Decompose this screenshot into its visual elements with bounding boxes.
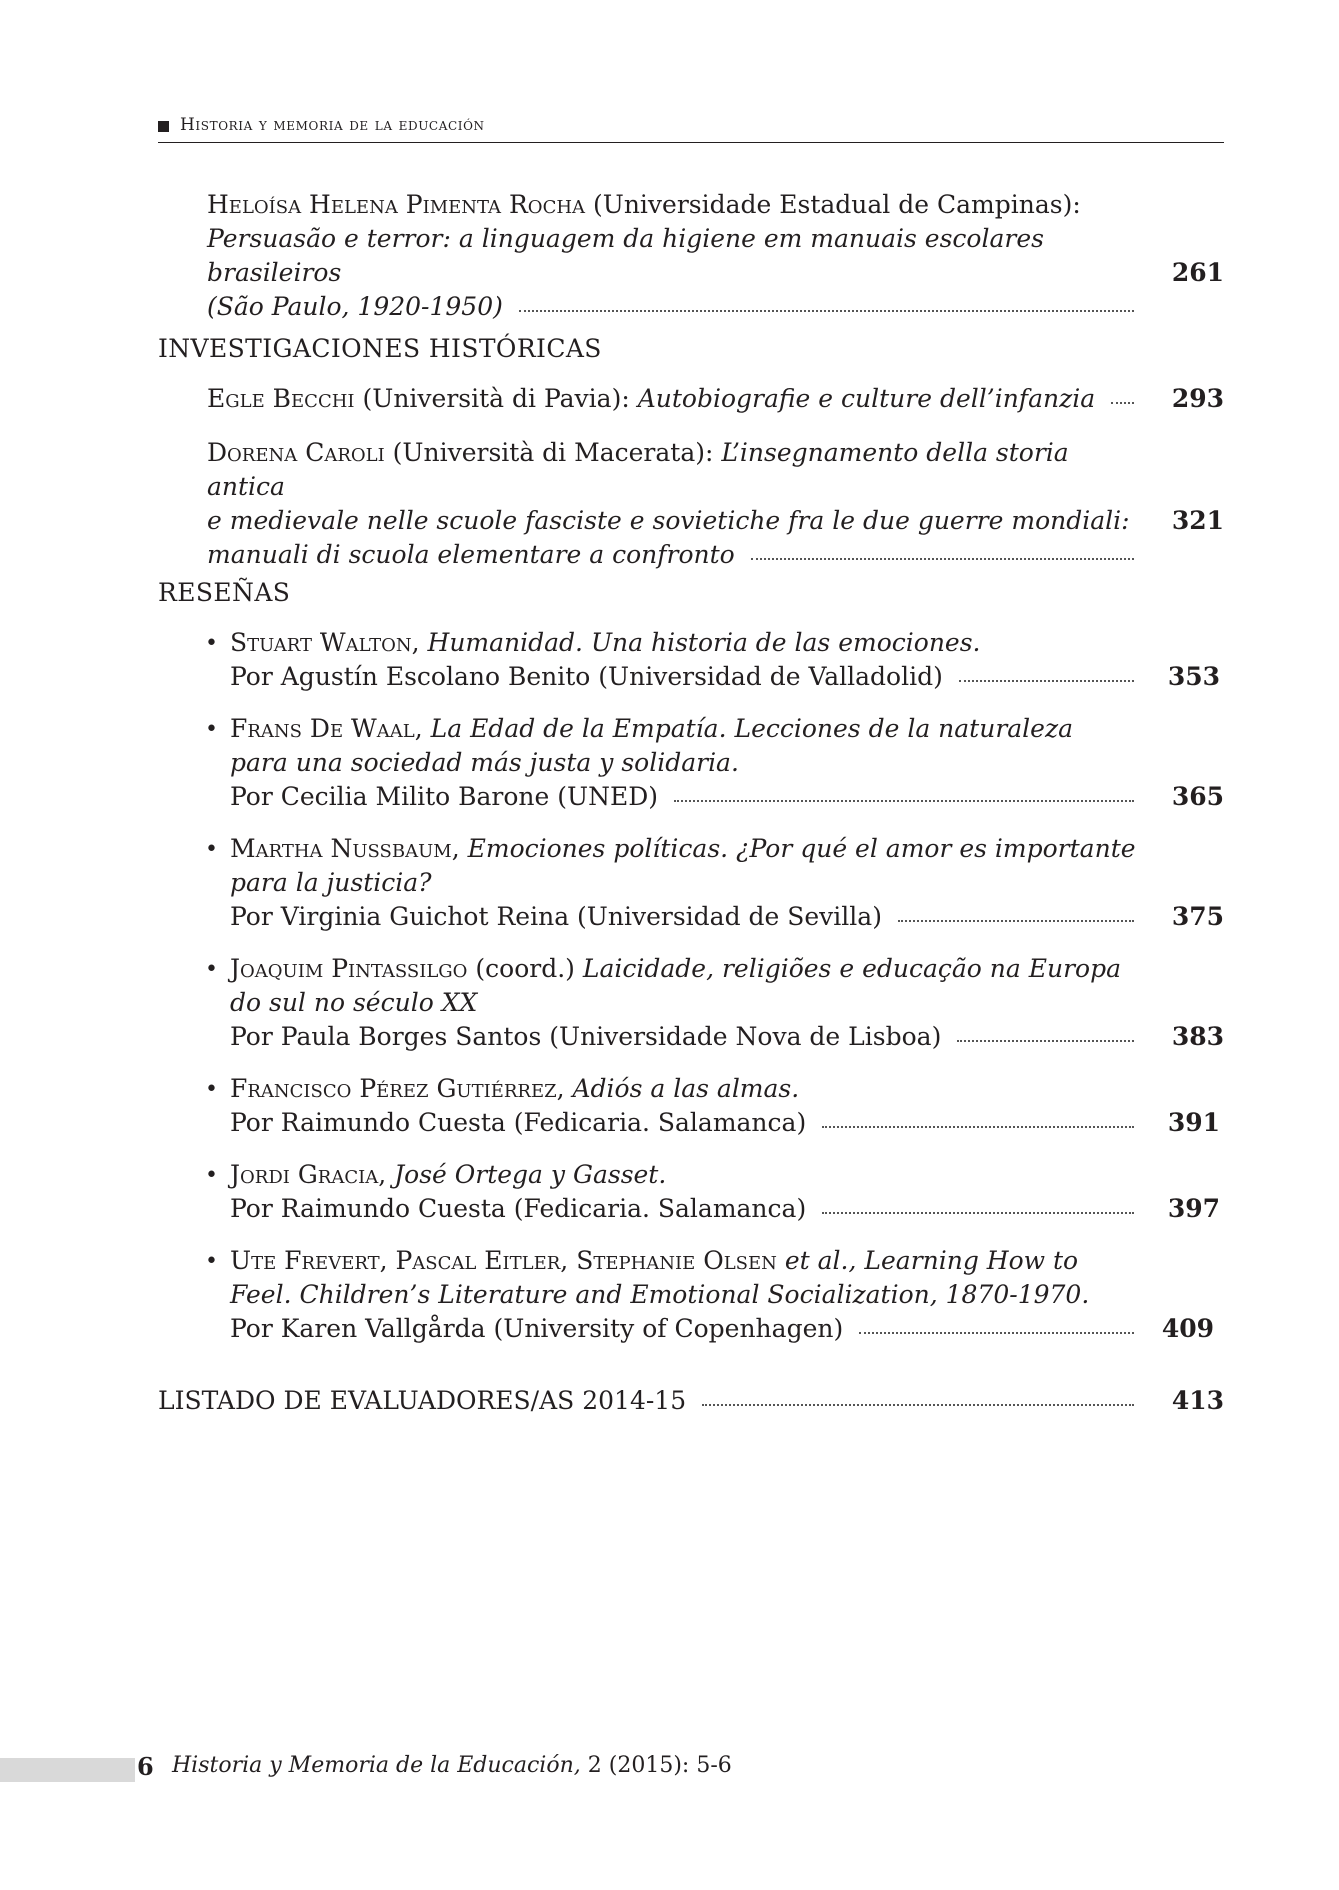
entry-title-line: L’insegnamento della storia antica [207, 438, 1069, 501]
entry-page-number: 293 [1171, 384, 1224, 413]
running-header [158, 114, 1224, 143]
toc-entry-caroli[interactable] [207, 436, 1144, 572]
bullet-marker: • [205, 1077, 218, 1102]
toc-review-pintassilgo[interactable] [230, 952, 1144, 1054]
dot-leader [751, 558, 1134, 560]
review-title-line: Emociones políticas. ¿Por qué el amor es importante [467, 834, 1136, 863]
entry-affiliation: (Università di Macerata): [392, 438, 714, 467]
entry-title: Autobiografie e culture dell’infanzia [637, 384, 1096, 413]
review-page-number: 353 [1167, 662, 1220, 691]
review-page-number: 397 [1167, 1194, 1220, 1223]
review-page-number: 375 [1171, 902, 1224, 931]
review-title-line: La Edad de la Empatía. Lecciones de la naturaleza [430, 714, 1074, 743]
bullet-marker: • [205, 1249, 218, 1274]
toc-review-gracia[interactable] [230, 1158, 1144, 1226]
review-author: Frans De Waal, [230, 714, 423, 743]
review-coord: (coord.) [475, 954, 575, 983]
entry-page-number: 321 [1171, 506, 1224, 535]
review-page-number: 391 [1167, 1108, 1220, 1137]
dot-leader [702, 1404, 1134, 1406]
footer-page-number: 6 [137, 1752, 154, 1781]
entry-affiliation: (Università di Pavia): [362, 384, 630, 413]
review-author: Martha Nussbaum, [230, 834, 460, 863]
entry-title-line: (São Paulo, 1920-1950) [207, 292, 503, 321]
section-heading-resenas: RESEÑAS [158, 578, 291, 607]
entry-page-number: 261 [1171, 258, 1224, 287]
review-title-line: para una sociedad más justa y solidaria. [230, 748, 739, 777]
dot-leader [822, 1212, 1134, 1214]
dot-leader [822, 1126, 1134, 1128]
review-reviewer: Por Raimundo Cuesta (Fedicaria. Salamanca) [230, 1194, 807, 1223]
toc-entry-becchi[interactable] [207, 382, 1144, 416]
review-title-line: do sul no século XX [230, 988, 478, 1017]
review-etal: et al., [784, 1246, 857, 1275]
bullet-marker: • [205, 717, 218, 742]
review-page-number: 383 [1171, 1022, 1224, 1051]
toc-review-nussbaum[interactable] [230, 832, 1144, 934]
footer-citation [172, 1753, 732, 1778]
entry-affiliation: (Universidade Estadual de Campinas): [593, 190, 1081, 219]
review-reviewer: Por Agustín Escolano Benito (Universidad de Valladolid) [230, 662, 943, 691]
section-heading-listado: LISTADO DE EVALUADORES/AS 2014-15 [158, 1386, 687, 1415]
review-page-number: 409 [1161, 1314, 1214, 1343]
review-title-line: para la justicia? [230, 868, 432, 897]
dot-leader [957, 1040, 1134, 1042]
dot-leader [1111, 402, 1134, 404]
review-reviewer: Por Paula Borges Santos (Universidade Nova de Lisboa) [230, 1022, 942, 1051]
toc-review-dewaal[interactable] [230, 712, 1144, 814]
dot-leader [898, 920, 1134, 922]
toc-review-frevert[interactable] [230, 1244, 1144, 1346]
review-title-line: Laicidade, religiões e educação na Europa [582, 954, 1121, 983]
footer-gray-bar [0, 1758, 135, 1782]
running-header-title: Historia y memoria de la educación [180, 115, 485, 135]
review-author: Joaquim Pintassilgo [230, 954, 468, 983]
entry-title-line: Persuasão e terror: a linguagem da higiene em manuais escolares brasileiros [207, 224, 1044, 287]
review-reviewer: Por Cecilia Milito Barone (UNED) [230, 782, 659, 811]
bullet-marker: • [205, 631, 218, 656]
dot-leader [519, 310, 1134, 312]
dot-leader [859, 1332, 1134, 1334]
bullet-marker: • [205, 957, 218, 982]
toc-entry-listado[interactable] [158, 1384, 1144, 1418]
entry-title-line: e medievale nelle scuole fasciste e sovietiche fra le due guerre mondiali: [207, 506, 1130, 535]
header-square-marker [158, 121, 169, 132]
review-title-line: Humanidad. Una historia de las emociones. [427, 628, 981, 657]
entry-author: Heloísa Helena Pimenta Rocha [207, 190, 586, 219]
review-author: Jordi Gracia, [230, 1160, 387, 1189]
toc-review-walton[interactable] [230, 626, 1144, 694]
review-author: Stuart Walton, [230, 628, 420, 657]
entry-title-line: manuali di scuola elementare a confronto [207, 540, 735, 569]
toc-review-perez[interactable] [230, 1072, 1144, 1140]
toc-entry-rocha[interactable] [207, 188, 1144, 324]
dot-leader [959, 680, 1134, 682]
review-author: Francisco Pérez Gutiérrez, [230, 1074, 565, 1103]
review-title-line: José Ortega y Gasset. [394, 1160, 667, 1189]
entry-author: Dorena Caroli [207, 438, 385, 467]
review-reviewer: Por Virginia Guichot Reina (Universidad de Sevilla) [230, 902, 882, 931]
footer-journal: Historia y Memoria de la Educación, [172, 1753, 581, 1778]
entry-page-number: 413 [1171, 1386, 1224, 1415]
bullet-marker: • [205, 837, 218, 862]
review-reviewer: Por Raimundo Cuesta (Fedicaria. Salamanca) [230, 1108, 807, 1137]
footer-issue: 2 (2015): 5-6 [587, 1753, 732, 1778]
entry-author: Egle Becchi [207, 384, 355, 413]
review-page-number: 365 [1171, 782, 1224, 811]
review-title-line: Adiós a las almas. [572, 1074, 800, 1103]
review-reviewer: Por Karen Vallgårda (University of Copenhagen) [230, 1314, 844, 1343]
review-title-line: Feel. Children’s Literature and Emotional Socialization, 1870-1970. [230, 1280, 1090, 1309]
review-author: Ute Frevert, Pascal Eitler, Stephanie Olsen [230, 1246, 777, 1275]
dot-leader [674, 800, 1134, 802]
section-heading-investigaciones: INVESTIGACIONES HISTÓRICAS [158, 334, 602, 363]
bullet-marker: • [205, 1163, 218, 1188]
review-title-line: Learning How to [864, 1246, 1079, 1275]
